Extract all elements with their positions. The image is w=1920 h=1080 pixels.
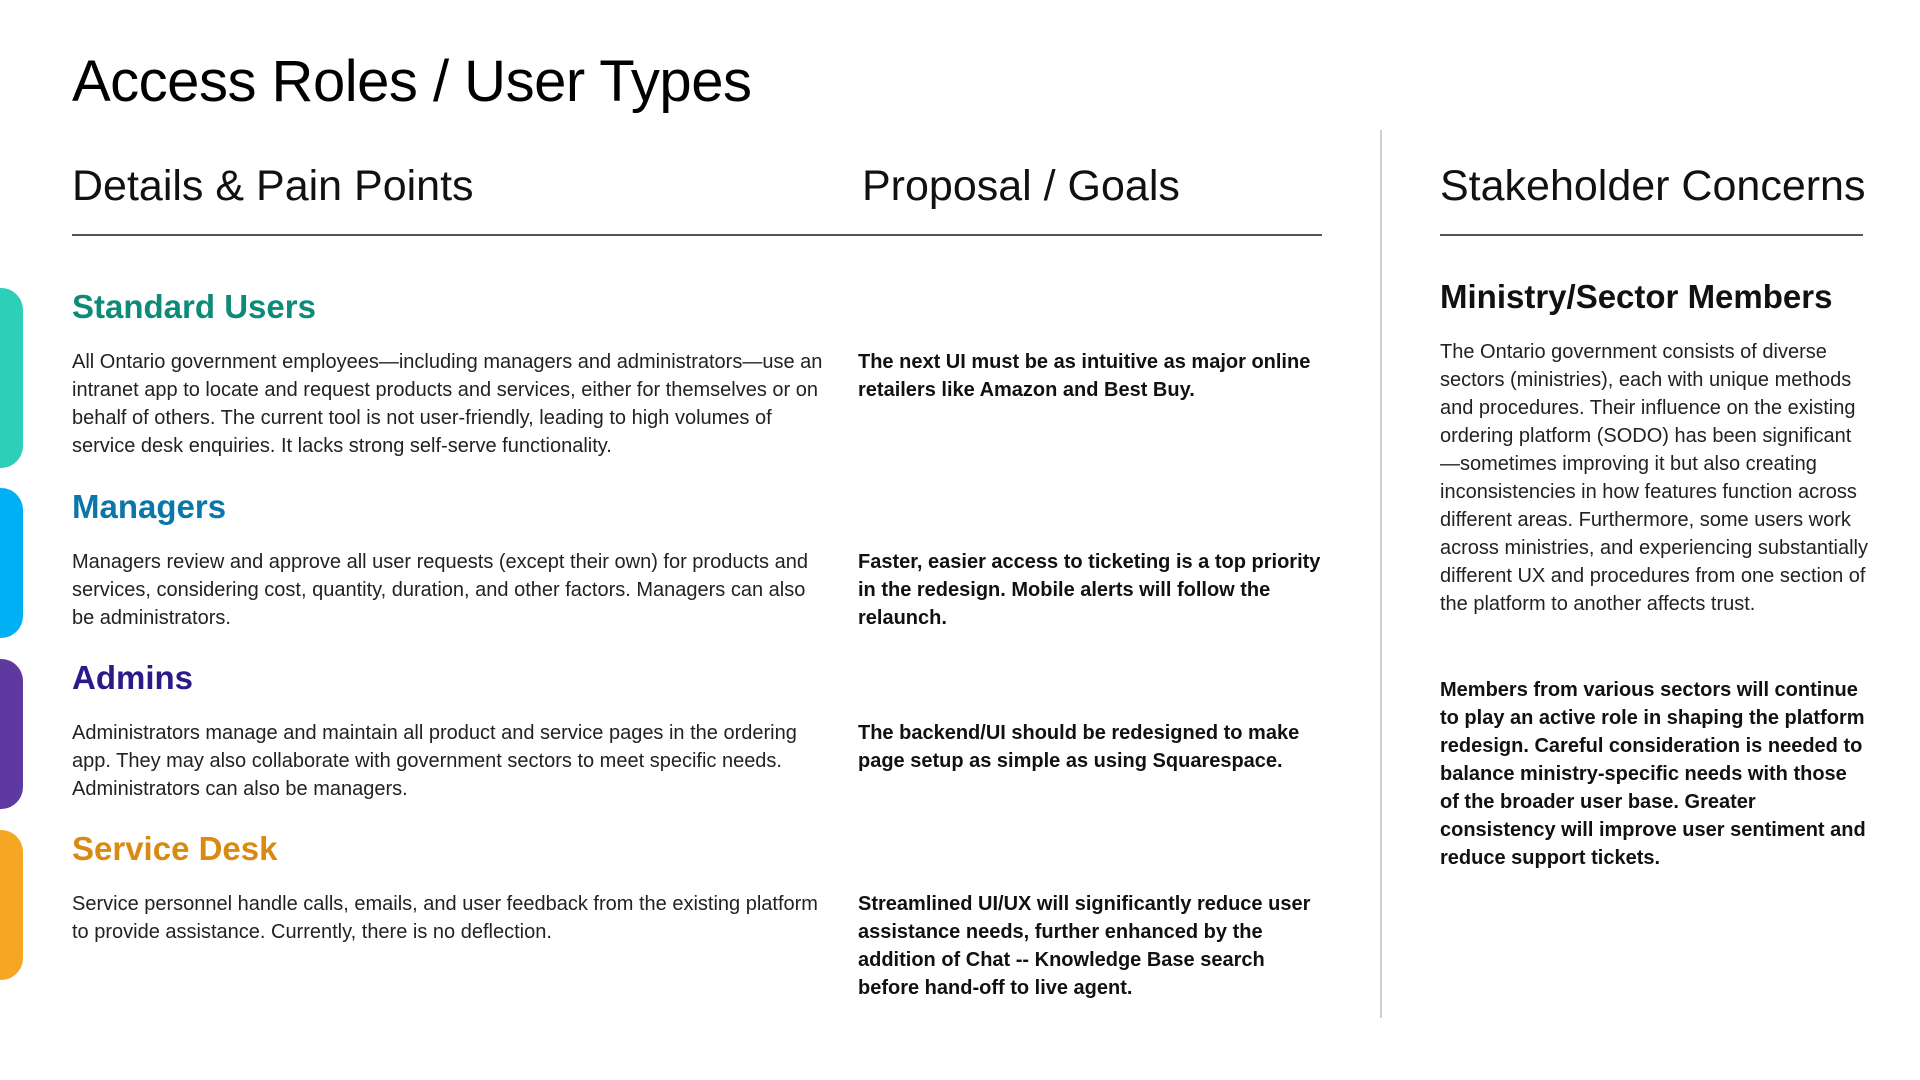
left-divider-rule <box>72 234 1322 236</box>
role-description-service-desk: Service personnel handle calls, emails, and user feedback from the existing platform to provide assistance. Currently, there is no deflection. <box>72 893 818 943</box>
role-name-managers: Managers <box>72 488 227 525</box>
stakeholder-note: Members from various sectors will continue to play an active role in shaping the platform redesign. Careful consideration is needed to balance ministry-specific needs with those of the broader user base. Greater consistency will improve user sentiment and reduce support tickets. <box>1440 679 1866 869</box>
stakeholder-name: Ministry/Sector Members <box>1440 278 1833 315</box>
role-name-service-desk: Service Desk <box>72 830 278 867</box>
role-goal-managers: Faster, easier access to ticketing is a top priority in the redesign. Mobile alerts will follow the relaunch. <box>858 551 1321 629</box>
role-tab-admins <box>0 659 23 809</box>
role-name-standard-users: Standard Users <box>72 288 316 325</box>
role-goal-standard-users: The next UI must be as intuitive as major online retailers like Amazon and Best Buy. <box>858 351 1311 401</box>
role-description-admins: Administrators manage and maintain all product and service pages in the ordering app. They may also collaborate with government sectors to meet specific needs. Administrators can also be managers. <box>72 722 797 800</box>
page-title: Access Roles / User Types <box>72 49 752 114</box>
stakeholder-description: The Ontario government consists of diverse sectors (ministries), each with unique methods and procedures. Their influence on the existing ordering platform (SODO) has been significant—sometimes improving it but also creating inconsistencies in how features function across different areas. Furthermore, some users work across ministries, and experiencing substantially different UX and procedures from one section of the platform to another affects trust. <box>1440 341 1868 615</box>
role-tab-service-desk <box>0 830 23 980</box>
vertical-divider <box>1380 130 1382 1018</box>
column-heading-stakeholder: Stakeholder Concerns <box>1440 162 1866 210</box>
role-name-admins: Admins <box>72 659 194 696</box>
role-tab-standard-users <box>0 288 23 468</box>
column-heading-details: Details & Pain Points <box>72 162 474 210</box>
column-heading-proposal: Proposal / Goals <box>862 162 1180 210</box>
role-goal-service-desk: Streamlined UI/UX will significantly reduce user assistance needs, further enhanced by the addition of Chat -- Knowledge Base search before hand-off to live agent. <box>858 893 1311 999</box>
right-divider-rule <box>1440 234 1863 236</box>
role-description-managers: Managers review and approve all user requests (except their own) for products and services, considering cost, quantity, duration, and other factors. Managers can also be administrators. <box>72 551 808 629</box>
role-tab-managers <box>0 488 23 638</box>
role-goal-admins: The backend/UI should be redesigned to make page setup as simple as using Squarespace. <box>858 722 1300 772</box>
role-description-standard-users: All Ontario government employees—including managers and administrators—use an intranet app to locate and request products and services, either for themselves or on behalf of others. The current tool is not user-friendly, leading to high volumes of service desk enquiries. It lacks strong self-serve functionality. <box>72 351 823 457</box>
